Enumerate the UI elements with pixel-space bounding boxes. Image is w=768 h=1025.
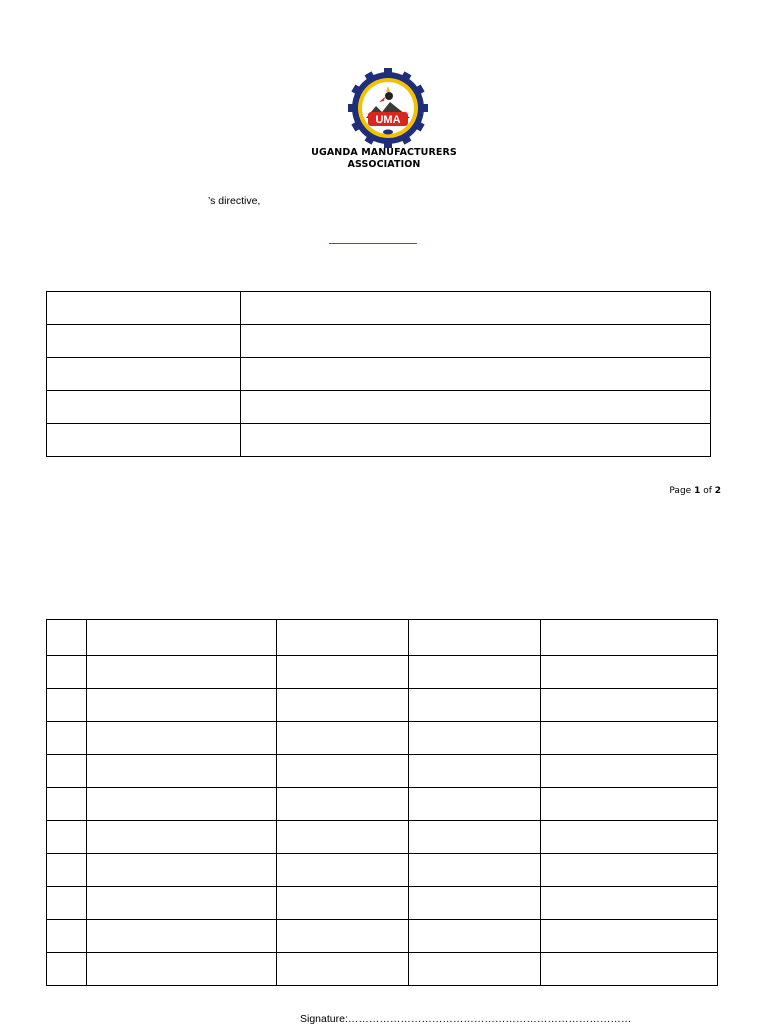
org-name-line-2: ASSOCIATION — [347, 159, 421, 170]
table-cell[interactable] — [277, 620, 409, 656]
table-row — [47, 821, 718, 854]
table-row — [47, 358, 711, 391]
table-cell[interactable] — [541, 920, 718, 953]
table-cell[interactable] — [47, 887, 87, 920]
table-cell[interactable] — [541, 887, 718, 920]
table-row — [47, 656, 718, 689]
hyperlink-underline[interactable] — [329, 243, 417, 244]
table-row — [47, 391, 711, 424]
table-row — [47, 689, 718, 722]
table-cell[interactable] — [409, 620, 541, 656]
table-cell[interactable] — [541, 620, 718, 656]
table-cell[interactable] — [47, 722, 87, 755]
table-cell[interactable] — [241, 424, 711, 457]
table-cell[interactable] — [409, 953, 541, 986]
uma-logo — [348, 68, 428, 148]
table-cell[interactable] — [541, 722, 718, 755]
details-table — [46, 291, 711, 457]
table-row — [47, 854, 718, 887]
table-cell[interactable] — [241, 358, 711, 391]
table-cell[interactable] — [277, 689, 409, 722]
table-cell[interactable] — [277, 887, 409, 920]
table-cell[interactable] — [47, 788, 87, 821]
table-cell[interactable] — [47, 325, 241, 358]
table-row — [47, 292, 711, 325]
table-row — [47, 424, 711, 457]
table-cell[interactable] — [87, 920, 277, 953]
table-row — [47, 887, 718, 920]
table-row — [47, 620, 718, 656]
table-cell[interactable] — [47, 755, 87, 788]
table-cell[interactable] — [409, 722, 541, 755]
table-cell[interactable] — [409, 788, 541, 821]
table-cell[interactable] — [277, 722, 409, 755]
table-cell[interactable] — [541, 821, 718, 854]
table-cell[interactable] — [87, 689, 277, 722]
table-cell[interactable] — [277, 788, 409, 821]
table-cell[interactable] — [47, 920, 87, 953]
page-total: 2 — [714, 486, 721, 496]
table-cell[interactable] — [277, 656, 409, 689]
table-cell[interactable] — [47, 656, 87, 689]
signature-line: Signature:……………………………………………………………………… — [300, 1013, 632, 1025]
table-cell[interactable] — [277, 821, 409, 854]
table-cell[interactable] — [541, 689, 718, 722]
table-cell[interactable] — [47, 854, 87, 887]
page-number — [669, 486, 721, 496]
table-cell[interactable] — [541, 656, 718, 689]
table-cell[interactable] — [241, 292, 711, 325]
uma-badge — [368, 112, 408, 126]
table-cell[interactable] — [541, 854, 718, 887]
page-prefix: Page — [669, 486, 695, 496]
entries-table — [46, 619, 718, 986]
table-cell[interactable] — [241, 325, 711, 358]
table-cell[interactable] — [277, 854, 409, 887]
directive-text: ’s directive, — [208, 195, 261, 207]
table-cell[interactable] — [241, 391, 711, 424]
table-cell[interactable] — [87, 953, 277, 986]
table-row — [47, 788, 718, 821]
table-cell[interactable] — [409, 755, 541, 788]
table-row — [47, 953, 718, 986]
table-cell[interactable] — [87, 788, 277, 821]
table-cell[interactable] — [47, 424, 241, 457]
table-row — [47, 722, 718, 755]
table-cell[interactable] — [541, 755, 718, 788]
page-separator: of — [700, 486, 715, 496]
table-cell[interactable] — [47, 953, 87, 986]
table-cell[interactable] — [87, 821, 277, 854]
table-cell[interactable] — [47, 821, 87, 854]
table-cell[interactable] — [409, 854, 541, 887]
table-cell[interactable] — [541, 953, 718, 986]
table-cell[interactable] — [277, 953, 409, 986]
org-name-line-1: UGANDA MANUFACTURERS — [311, 147, 457, 158]
table-cell[interactable] — [277, 920, 409, 953]
svg-text:UMA: UMA — [375, 114, 401, 126]
table-cell[interactable] — [87, 620, 277, 656]
table-cell[interactable] — [409, 689, 541, 722]
table-cell[interactable] — [409, 887, 541, 920]
table-row — [47, 920, 718, 953]
table-cell[interactable] — [47, 292, 241, 325]
table-cell[interactable] — [409, 821, 541, 854]
table-cell[interactable] — [87, 722, 277, 755]
table-cell[interactable] — [277, 755, 409, 788]
table-cell[interactable] — [47, 689, 87, 722]
table-cell[interactable] — [47, 620, 87, 656]
table-cell[interactable] — [409, 920, 541, 953]
page-current: 1 — [694, 486, 701, 496]
table-cell[interactable] — [47, 391, 241, 424]
table-cell[interactable] — [541, 788, 718, 821]
table-row — [47, 755, 718, 788]
organization-name — [284, 147, 484, 171]
table-cell[interactable] — [87, 887, 277, 920]
table-cell[interactable] — [87, 656, 277, 689]
table-cell[interactable] — [87, 854, 277, 887]
table-cell[interactable] — [87, 755, 277, 788]
table-row — [47, 325, 711, 358]
table-cell[interactable] — [47, 358, 241, 391]
table-cell[interactable] — [409, 656, 541, 689]
